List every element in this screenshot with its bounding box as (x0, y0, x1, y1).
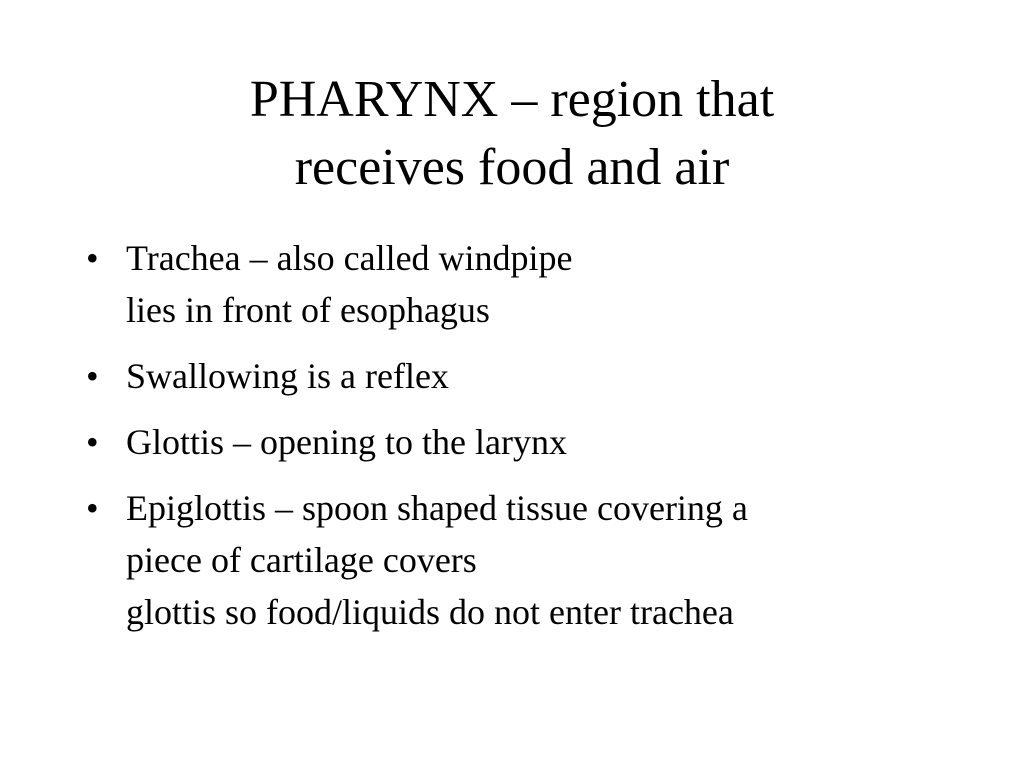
slide-title (0, 66, 1024, 202)
bullet-text: covers (382, 540, 477, 580)
bullet-text: Swallowing is a reflex (126, 356, 449, 396)
bullet-text: Epiglottis – spoon shaped tissue covering a (126, 488, 748, 528)
bullet-text: glottis so food/liquids do not enter trachea (126, 592, 734, 632)
bullet-icon: • (86, 488, 99, 528)
bullet-text-row (126, 534, 922, 586)
bullet-text: Glottis – opening to the larynx (126, 422, 567, 462)
slide-title-line-1: PHARYNX – region that (249, 71, 775, 128)
bullet-text: Trachea – also called windpipe (126, 238, 573, 278)
bullet-icon: • (86, 356, 99, 396)
bullet-text: piece of cartilage (126, 540, 374, 580)
bullet-text: lies in front of esophagus (126, 290, 490, 330)
bullet-icon: • (86, 238, 99, 278)
bullet-icon: • (86, 422, 99, 462)
bullet-item-trachea (86, 232, 936, 336)
bullet-item-epiglottis (86, 482, 936, 638)
slide-title-line-2: receives food and air (294, 139, 730, 196)
bullet-list (86, 232, 936, 652)
bullet-item-swallowing (86, 350, 936, 402)
bullet-item-glottis (86, 416, 936, 468)
